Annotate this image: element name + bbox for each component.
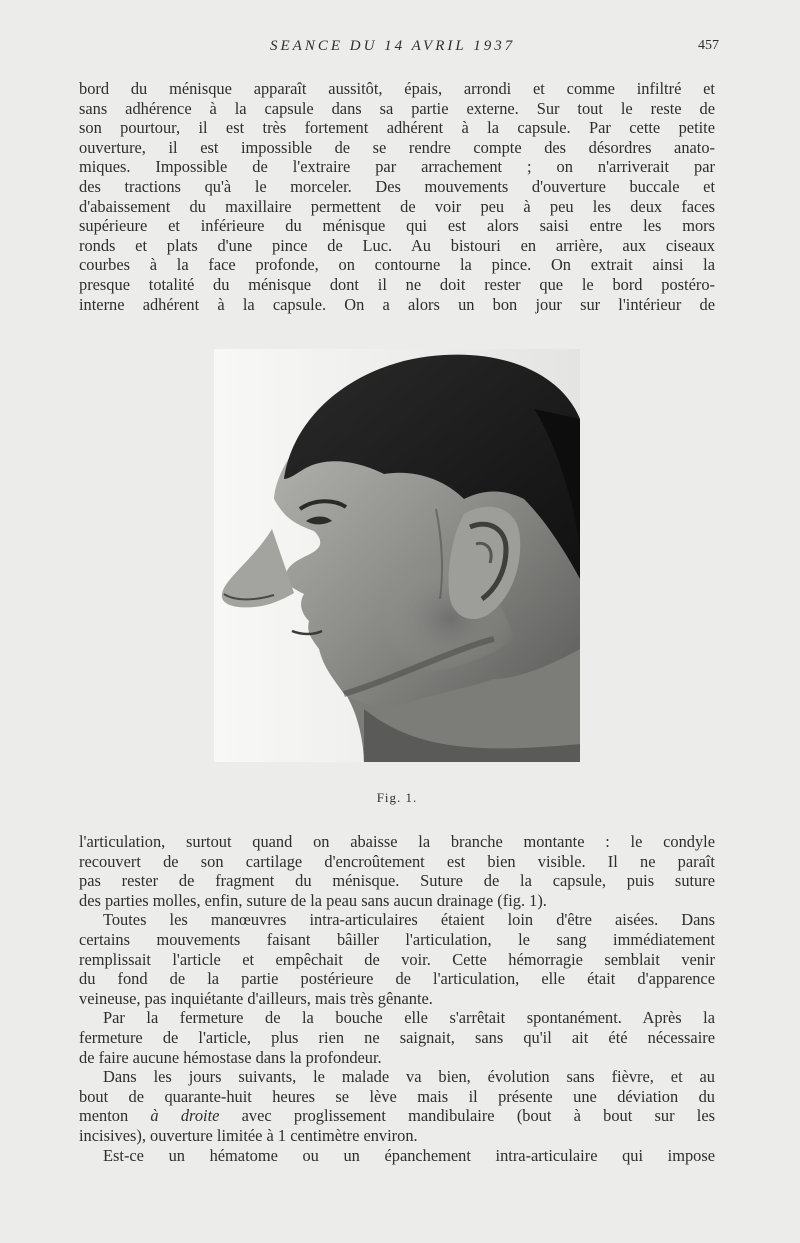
paragraph-top [79, 79, 715, 314]
text-span: menton [79, 1106, 129, 1126]
text-line: l'articulation, surtout quand on abaisse la branche montante : le condyle [79, 832, 715, 851]
text-line: bord du ménisque apparaît aussitôt, épais, arrondi et comme infiltré et [79, 79, 715, 98]
text-line: certains mouvements faisant bâiller l'articulation, le sang immédiatement [79, 929, 715, 949]
text-line: recouvert de son cartilage d'encroûtement est bien visible. Il ne paraît [79, 851, 715, 871]
text-line: Par la fermeture de la bouche elle s'arrêtait spontanément. Après la [103, 1008, 715, 1028]
text-line: des tractions qu'à le morceler. Des mouvements d'ouverture buccale et [79, 176, 715, 196]
profile-portrait-photo [214, 349, 580, 762]
text-line: pas rester de fragment du ménisque. Suture de la capsule, puis suture [79, 871, 715, 891]
text-line: incisives), ouverture limitée à 1 centimètre environ. [79, 1125, 418, 1145]
text-span: avec proglissement mandibulaire (bout à bout sur les [241, 1106, 715, 1126]
running-title: SEANCE DU 14 AVRIL 1937 [270, 38, 516, 54]
text-line: sans adhérence à la capsule dans sa partie externe. Sur tout le reste de [79, 98, 715, 118]
text-line: supérieure et inférieure du ménisque qui est alors saisi entre les mors [79, 216, 715, 236]
text-line: des parties molles, enfin, suture de la peau sans aucun drainage (fig. 1). [79, 890, 547, 910]
figure-caption [0, 790, 800, 806]
text-line: remplissait l'article et empêchait de voir. Cette hémorragie semblait venir [79, 949, 715, 969]
text-line: de faire aucune hémostase dans la profondeur. [79, 1047, 382, 1067]
text-line-mixed [79, 1106, 715, 1126]
text-line: fermeture de l'article, plus rien ne saignait, sans qu'il ait été nécessaire [79, 1027, 715, 1047]
text-line: ouverture, il est impossible de se rendre compte des désordres anato- [79, 137, 715, 157]
text-line: miques. Impossible de l'extraire par arrachement ; on n'arriverait par [79, 157, 715, 177]
text-line: ronds et plats d'une pince de Luc. Au bistouri en arrière, aux ciseaux [79, 235, 715, 255]
figure-caption-text: Fig. 1. [376, 790, 418, 805]
running-head [0, 38, 800, 58]
text-line: Toutes les manœuvres intra-articulaires étaient loin d'être aisées. Dans [103, 910, 715, 930]
figure-photograph [214, 349, 580, 762]
text-line: Dans les jours suivants, le malade va bien, évolution sans fièvre, et au [103, 1067, 715, 1087]
text-line: courbes à la face profonde, on contourne la pince. On extrait ainsi la [79, 255, 715, 275]
text-line: presque totalité du ménisque dont il ne doit rester que le bord postéro- [79, 274, 715, 294]
paragraph-bottom [79, 832, 715, 1165]
text-line: bout de quarante-huit heures se lève mais il présente une déviation du [79, 1086, 715, 1106]
text-line: du fond de la partie postérieure de l'articulation, elle était d'apparence [79, 969, 715, 989]
text-line: son pourtour, il est très fortement adhérent à la capsule. Par cette petite [79, 118, 715, 138]
text-line: interne adhérent à la capsule. On a alors un bon jour sur l'intérieur de [79, 294, 715, 314]
text-line: veineuse, pas inquiétante d'ailleurs, mais très gênante. [79, 988, 433, 1008]
page-number: 457 [698, 38, 719, 53]
text-line: Est-ce un hématome ou un épanchement intra-articulaire qui impose [103, 1145, 715, 1165]
text-span-italic: à droite [150, 1106, 220, 1126]
text-line: d'abaissement du maxillaire permettent de voir peu à peu les deux faces [79, 196, 715, 216]
